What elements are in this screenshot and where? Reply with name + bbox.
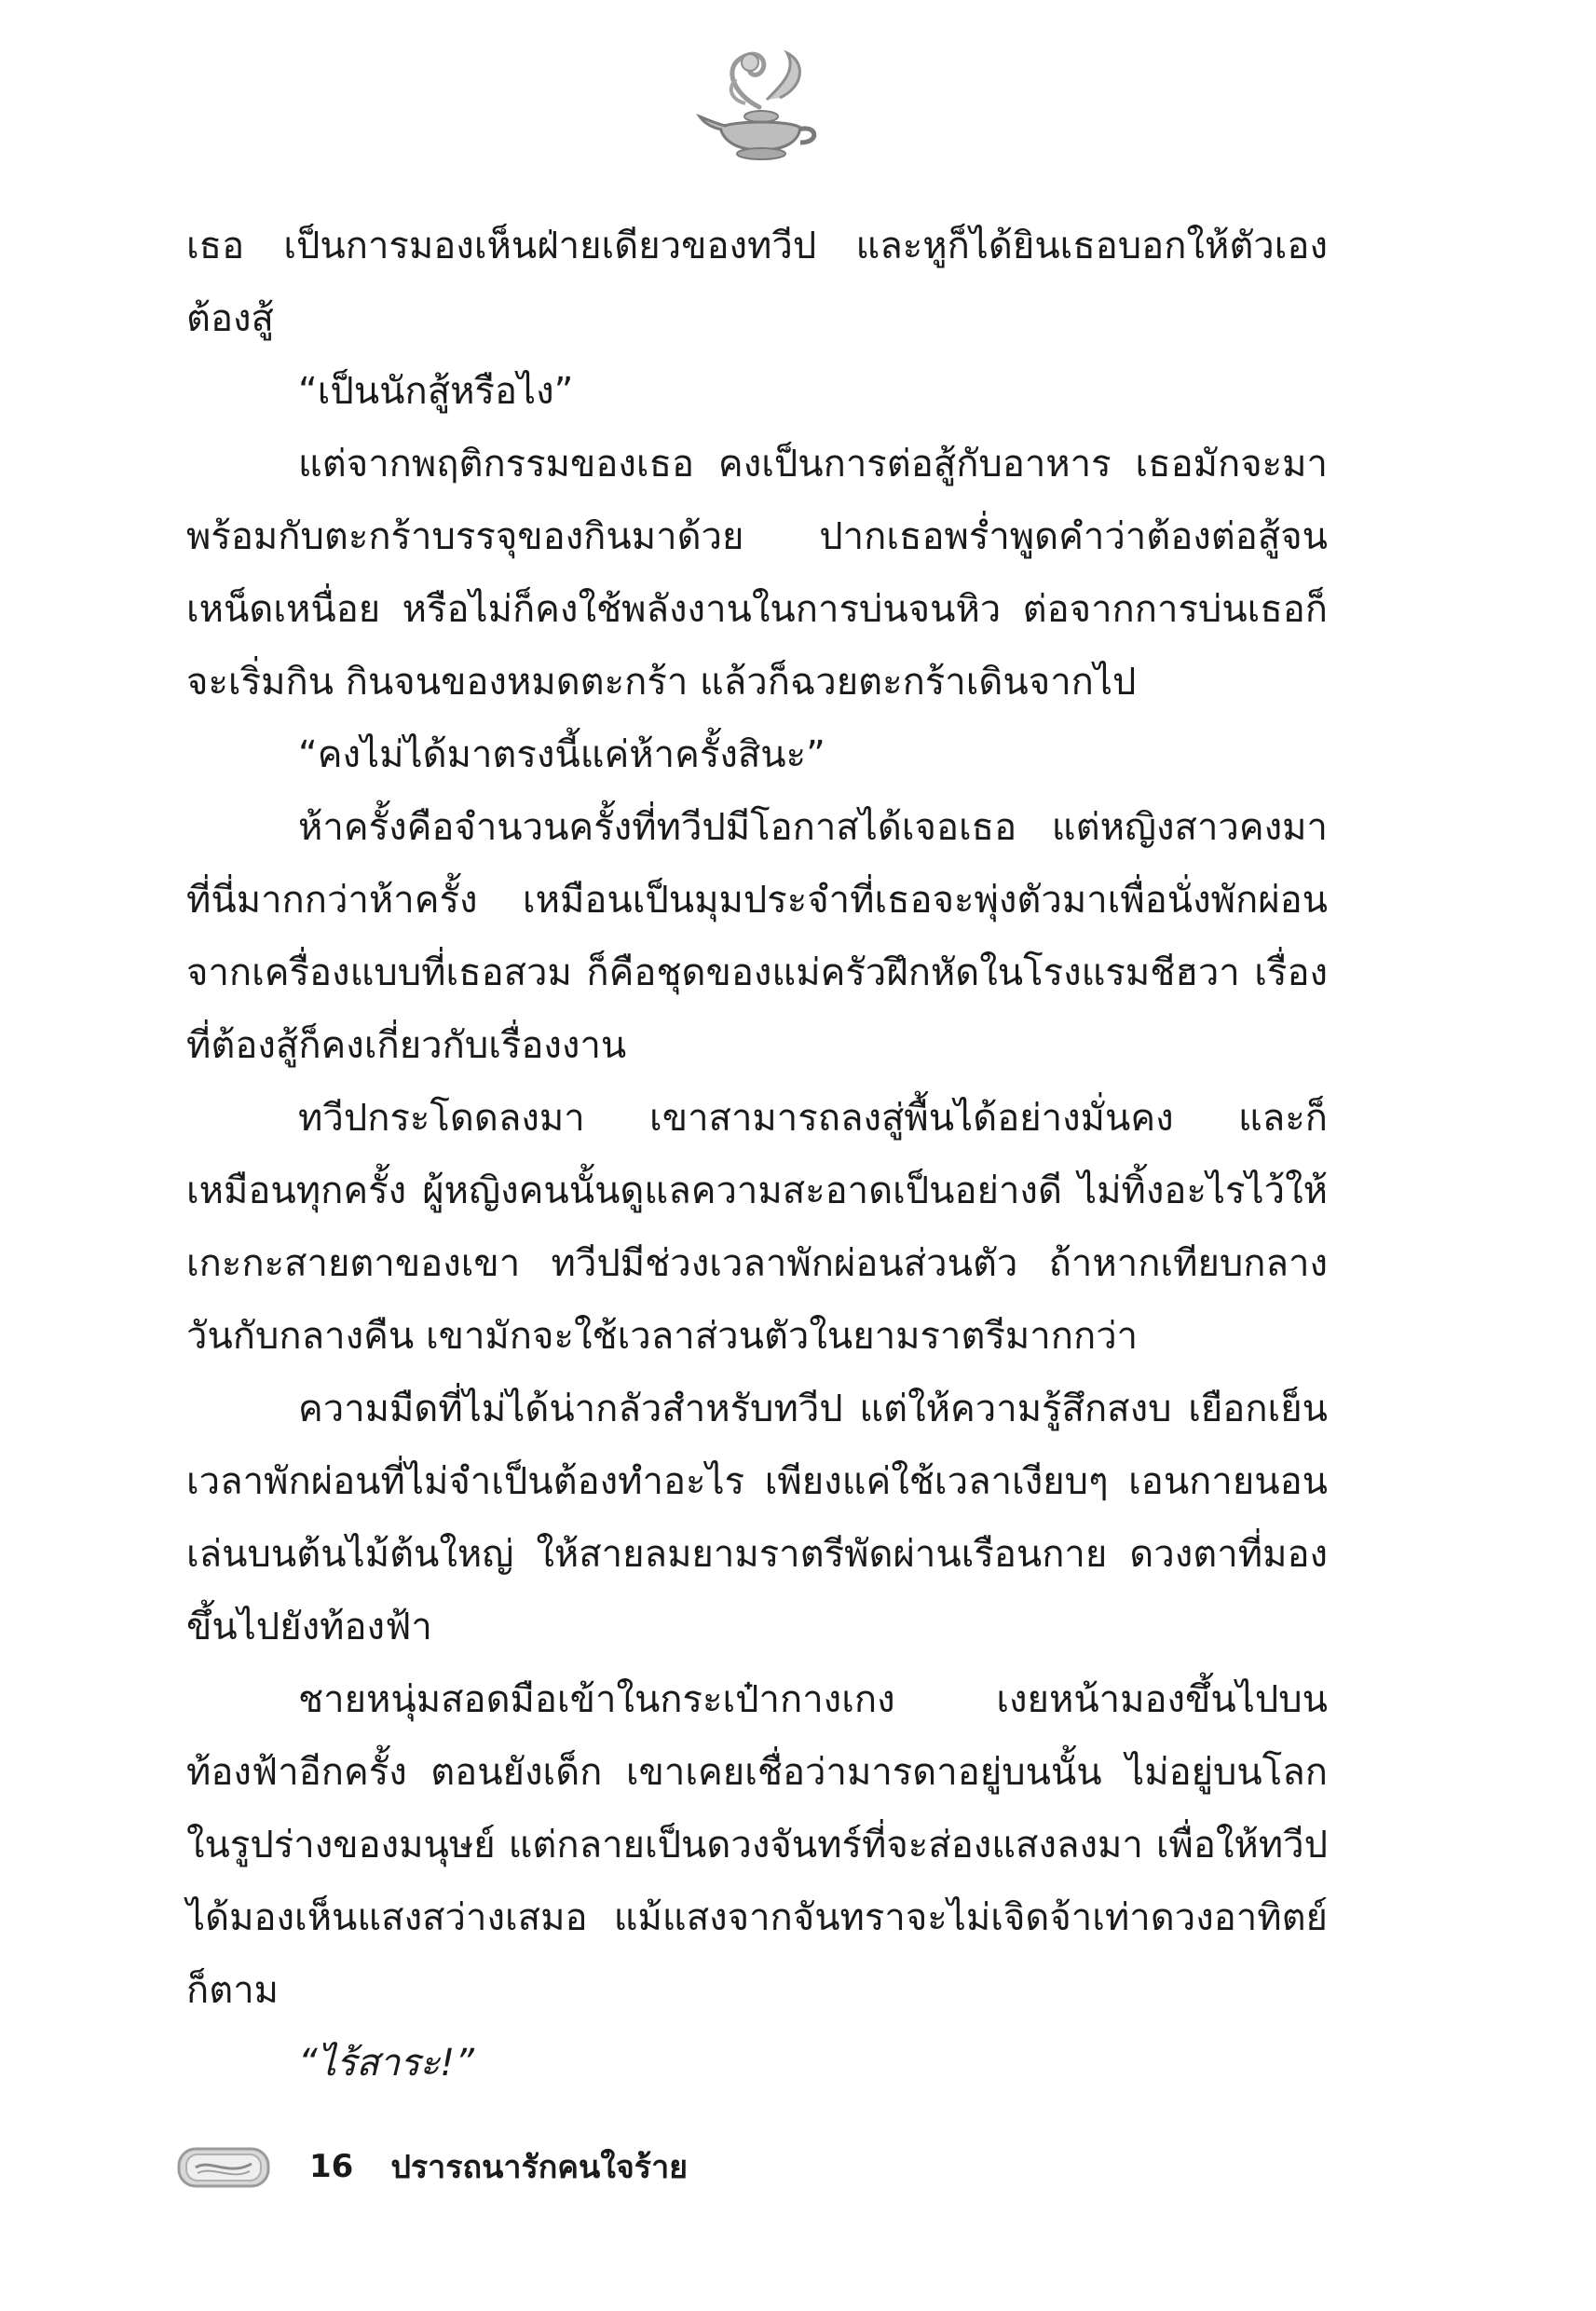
- page-number: 16: [309, 2148, 354, 2185]
- book-tab-icon: [177, 2141, 270, 2192]
- paragraph-3: แต่จากพฤติกรรมของเธอ คงเป็นการต่อสู้กับอาหาร เธอมักจะมาพร้อมกับตะกร้าบรรจุของกินมาด้วย ปากเธอพร่ำพูดคำว่าต้องต่อสู้จนเหน็ดเหนื่อย หรือไม่ก็คงใช้พลังงานในการบ่นจนหิว ต่อจากการบ่นเธอก็จะเริ่มกิน กินจนของหมดตะกร้า แล้วก็ฉวยตะกร้าเดินจากไป: [186, 443, 1328, 704]
- book-title: ปรารถนารักคนใจร้าย: [390, 2149, 689, 2186]
- paragraph-2: “เป็นนักสู้หรือไง”: [298, 370, 574, 413]
- paragraph-4: “คงไม่ได้มาตรงนี้แค่ห้าครั้งสินะ”: [298, 733, 825, 776]
- paragraph-5: ห้าครั้งคือจำนวนครั้งที่ทวีปมีโอกาสได้เจอเธอ แต่หญิงสาวคงมาที่นี่มากกว่าห้าครั้ง เหมือนเป็นมุมประจำที่เธอจะพุ่งตัวมาเพื่อนั่งพักผ่อน จากเครื่องแบบที่เธอสวม ก็คือชุดของแม่ครัวฝึกหัดในโรงแรมชีฮวา เรื่องที่ต้องสู้ก็คงเกี่ยวกับเรื่องงาน: [186, 806, 1328, 1067]
- genie-lamp-icon: [694, 42, 825, 163]
- paragraph-8: ชายหนุ่มสอดมือเข้าในกระเป๋ากางเกง เงยหน้ามองขึ้นไปบนท้องฟ้าอีกครั้ง ตอนยังเด็ก เขาเคยเชื่อว่ามารดาอยู่บนนั้น ไม่อยู่บนโลกในรูปร่างของมนุษย์ แต่กลายเป็นดวงจันทร์ที่จะส่องแสงลงมา เพื่อให้ทวีปได้มองเห็นแสงสว่างเสมอ แม้แสงจากจันทราจะไม่เจิดจ้าเท่าดวงอาทิตย์ก็ตาม: [186, 1678, 1328, 2012]
- paragraph-9: “ไร้สาระ!”: [298, 2042, 474, 2085]
- page-footer: [177, 2139, 688, 2195]
- paragraph-6: ทวีปกระโดดลงมา เขาสามารถลงสู่พื้นได้อย่างมั่นคง และก็เหมือนทุกครั้ง ผู้หญิงคนนั้นดูแลความสะอาดเป็นอย่างดี ไม่ทิ้งอะไรไว้ให้เกะกะสายตาของเขา ทวีปมีช่วงเวลาพักผ่อนส่วนตัว ถ้าหากเทียบกลางวันกับกลางคืน เขามักจะใช้เวลาส่วนตัวในยามราตรีมากกว่า: [186, 1097, 1328, 1358]
- paragraph-1: เธอ เป็นการมองเห็นฝ่ายเดียวของทวีป และหูก็ได้ยินเธอบอกให้ตัวเองต้องสู้: [186, 225, 1328, 340]
- body-text: [186, 210, 1328, 2099]
- paragraph-7: ความมืดที่ไม่ได้น่ากลัวสำหรับทวีป แต่ให้ความรู้สึกสงบ เยือกเย็นเวลาพักผ่อนที่ไม่จำเป็นต้องทำอะไร เพียงแค่ใช้เวลาเงียบๆ เอนกายนอนเล่นบนต้นไม้ต้นใหญ่ ให้สายลมยามราตรีพัดผ่านเรือนกาย ดวงตาที่มองขึ้นไปยังท้องฟ้า: [186, 1388, 1328, 1648]
